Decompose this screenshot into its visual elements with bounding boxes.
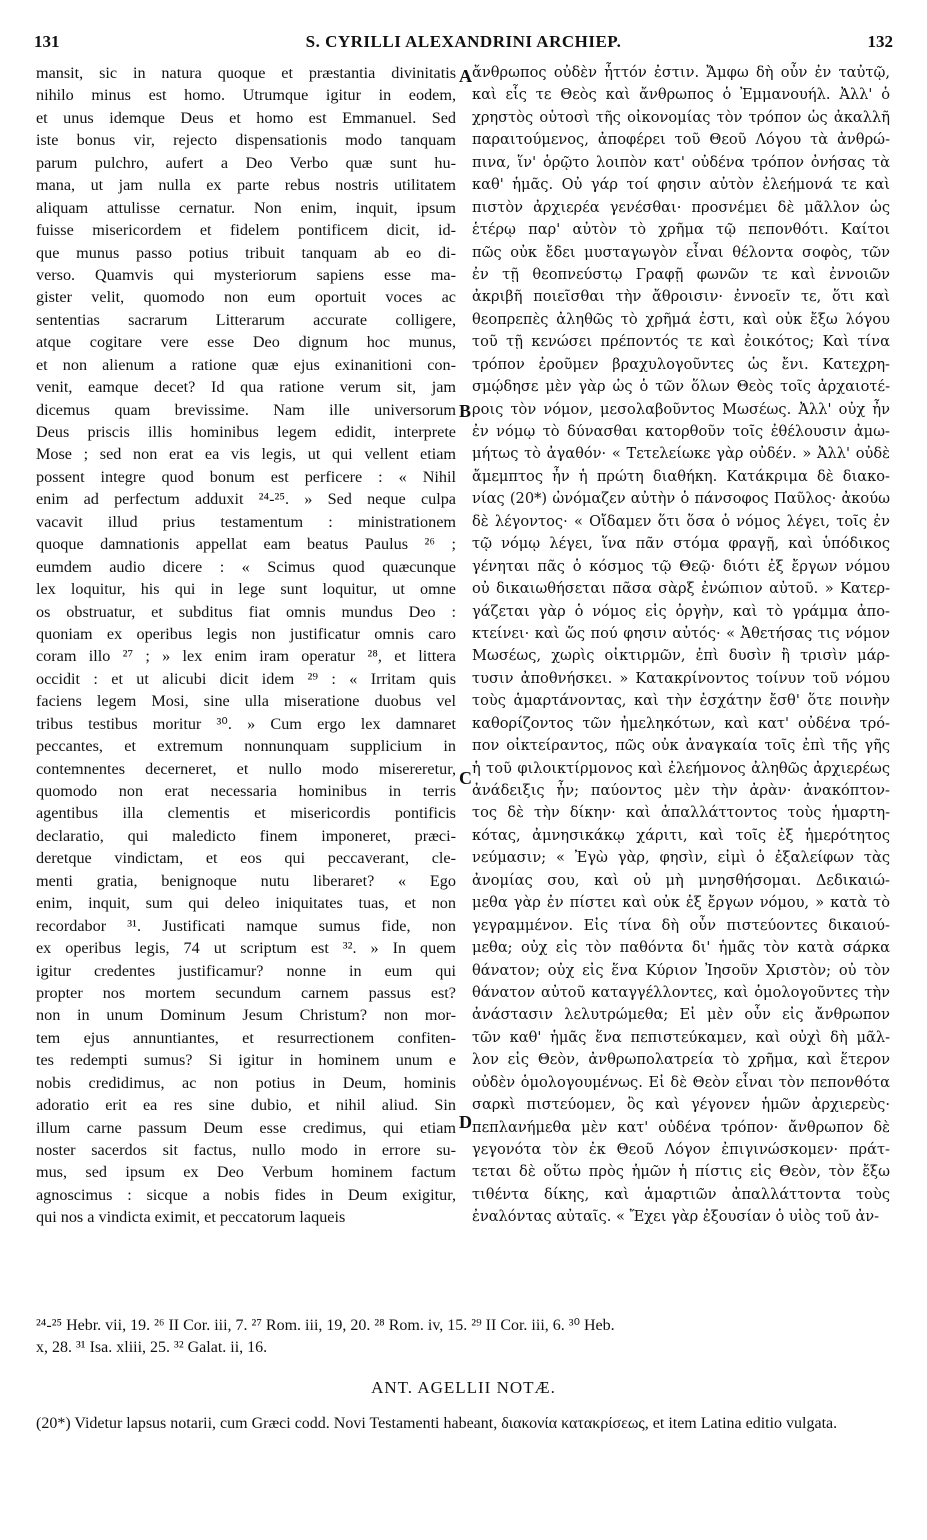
greek-text-line: τεται δὲ οὕτω πρὸς ἡμῶν ἡ πίστις εἰς Θεὸν, τὸν ἔξω [472,1163,890,1181]
footnotes [36,1315,891,1359]
greek-text-line: πιστὸν ἀρχιερέα γενέσθαι· προσνέμει δὲ μᾶλλον ὡς [472,198,890,216]
latin-text-line: lex loquitur, his qui in lege sunt loquitur, ut omne [36,580,456,599]
greek-text-line: νεύμασιν; « Ἐγὼ γὰρ, φησὶν, εἰμὶ ὁ ἐξαλείφων τὰς [472,849,890,867]
greek-text-line: ἑτέρῳ παρ' αὐτὸν τὸ χρῆμα τῷ πεπονθότι. Καίτοι [472,221,890,239]
latin-text-line: et unus idemque Deus et homo est Emmanuel. Sed [36,108,456,127]
greek-text-line: νίας (20*) ὠνόμαζεν αὐτὴν ὁ πάνσοφος Παῦλος· ἀκούω [472,490,890,508]
greek-text-line: καθορίζοντος τῶν ἠμεληκότων, καὶ κατ' οὐδένα τρό- [472,714,890,732]
latin-text-line: quoniam ex operibus legis non justificatur omnis caro [36,624,456,643]
greek-text-line: θάνατον αὐτοῦ καταγγέλλοντες, καὶ ὁμολογοῦντες τὴν [472,983,890,1001]
greek-text-line: καὶ εἷς τε Θεὸς καὶ ἄνθρωπος ὁ Ἐμμανουήλ. Ἀλλ' ὁ [472,86,890,104]
greek-text-line: μεθα γὰρ ἐν πίστει καὶ οὐκ ἐξ ἔργων νόμου, » κατὰ τὸ [472,894,890,912]
greek-text-line: τιθέντα δίκης, καὶ ἁμαρτιῶν ἀπαλλάττοντα τοὺς [472,1185,890,1203]
greek-text-line: πῶς οὐκ ἔδει μυσταγωγὸν εἶναι θέλοντα σοφὸς, τῶν [472,243,890,261]
latin-text-line: possent integre quod bonum est perficere : « Nihil [36,467,456,486]
latin-text-line: aliquam attulisse cernatur. Non enim, inquit, ipsum [36,198,456,217]
latin-text-line: enim ad perfectum adduxit ²⁴-²⁵. » Sed neque culpa [36,490,456,509]
latin-text-line: enim, inquit, sum qui deleo iniquitates tuas, et non [36,894,456,913]
latin-text-line: igitur credentes justificamur? nonne in eum qui [36,961,456,980]
left-page-number: 131 [34,32,60,51]
greek-text-line: τος δὲ τὴν δίκην· καὶ ἀπαλλάττοντος τοὺς ἡμαρτη- [472,804,890,822]
latin-text-line: mus, sed ipsum ex Deo Verbum hominem factum [36,1163,456,1182]
latin-text-line: atque cogitare vere esse Deo dignum hoc munus, [36,333,456,352]
latin-column [36,62,456,1229]
latin-text-line: propter nos mortem secundum carnem passus est? [36,983,456,1002]
latin-text-line: vacavit illud prius testamentum : ministrationem [36,512,456,531]
latin-text-line: agnoscimus : sicque a nobis fides in Deum exigitur, [36,1185,456,1204]
editor-note: (20*) Videtur lapsus notarii, cum Græci codd. Novi Testamenti habeant, διακονία κατακρίσεως, et item Latina editio vulgata. [36,1415,838,1432]
latin-text-line: occidit : et ut alicubi dicit idem ²⁹ : « Irritam quis [36,669,456,688]
greek-text-line: ἀνάδειξις ἦν; παύοντος μὲν τὴν ἀρὰν· ἀνακόπτον- [472,782,890,799]
latin-text-line: coram illo ²⁷ ; » lex enim iram operatur ²⁸, et littera [36,647,456,666]
latin-text-line: qui nos a vindicta eximit, et peccatorum laqueis [36,1208,346,1227]
greek-text-line: ἄνθρωπος οὐδὲν ἧττόν ἐστιν. Ἄμφω δὴ οὖν ἐν ταὐτῷ, [472,64,890,81]
latin-text-line: peccantes, et extremum nonnunquam supplicium in [36,737,456,756]
latin-text-line: dicemus quam brevissime. Nam ille universorum [36,400,456,419]
greek-text-line: ἐν νόμῳ τὸ δύνασθαι κατορθοῦν τοῖς ἐθέλουσιν ἀμω- [472,423,890,440]
latin-text-line: noster sacerdos sit factus, nullo modo in errore su- [36,1141,456,1159]
greek-text-line: γάζεται γὰρ ὁ νόμος εἰς ὀργὴν, καὶ τὸ γράμμα ἀπο- [472,602,890,620]
greek-text-line: ἀνάστασιν λελυτρώμεθα; Εἰ μὲν οὖν εἰς ἄνθρωπον [472,1006,890,1024]
latin-text-line: illum carne passum Deum esse credimus, qui etiam [36,1118,456,1137]
greek-text-line: θάνατον; οὐχ εἰς ἕνα Κύριον Ἰησοῦν Χριστὸν; οὐ τὸν [472,961,890,979]
latin-text-line: nobis credidimus, ac non potius in Deum, hominis [36,1073,456,1092]
latin-text-line: verso. Quamvis qui mysteriorum sapiens esse ma- [36,265,456,284]
latin-text-line: recordabor ³¹. Justificati namque sumus fide, non [36,916,456,935]
greek-text-line: δὲ λέγοντος· « Οἴδαμεν ὅτι ὅσα ὁ νόμος λέγει, τοῖς ἐν [472,512,890,530]
latin-text-line: menti gratia, benignoque nutu liberaret? « Ego [36,871,456,890]
latin-text-line: Deus priscis illis hominibus legem edidit, interprete [36,423,456,441]
latin-text-line: fuisse misericordem et fidelem pontificem dicit, id- [36,221,456,240]
greek-column [472,62,890,1229]
greek-text-line: τῶν καθ' ἡμᾶς ἕνα πεπιστεύκαμεν, καὶ οὐχὶ δὴ μᾶλ- [472,1028,890,1046]
latin-text-line: nihilo minus est homo. Utrumque igitur in eodem, [36,86,456,105]
greek-text-line: γεγραμμένον. Εἰς τίνα δὴ οὖν πιστεύοντες δικαιού- [472,916,890,934]
greek-text-line: σμῴδησε μὲν γὰρ ὡς ὁ τῶν ὅλων Θεὸς τοῖς ἀρχαιοτέ- [472,378,890,396]
greek-text-line: ροις τὸν νόμον, μεσολαβοῦντος Μωσέως. Ἀλλ' οὐχ ἦν [472,400,890,418]
greek-text-line: πον οἰκτείραντος, πῶς οὐκ ἀναγκαία τοῖς ἐπὶ τῆς γῆς [472,737,890,755]
greek-text-line: ἐν τῇ θεοπνεύστῳ Γραφῇ φωνῶν τε καὶ ἐννοιῶν [472,265,890,283]
greek-text-line: σαρκὶ πιστεύομεν, ὃς καὶ γέγονεν ἡμῶν ἀρχιερεὺς· [472,1096,890,1114]
greek-text-line: ἐναλόντας αὐταῖς. « Ἔχει γὰρ ἐξουσίαν ὁ υἱὸς τοῦ ἀν- [472,1208,880,1226]
greek-text-line: πινα, ἵν' ὁρῷτο λοιπὸν κατ' οὐδένα τρόπον ὀνήσας τὰ [472,153,890,171]
latin-text-line: non in unum Dominum Jesum Christum? non mor- [36,1006,456,1025]
greek-text-line: τοὺς ἁμαρτάνοντας, καὶ τὴν ἐσχάτην ἔσθ' ὅτε ποινὴν [472,692,890,710]
latin-text-line: parum pulchro, aufert a Deo Verbo quæ sunt hu- [36,153,456,172]
margin-marker-a: A [459,66,472,86]
latin-text-line: tribus testibus moritur ³⁰. » Cum ergo lex damnaret [36,714,456,733]
latin-text-line: faciens legem Mosi, sine ulla miseratione duobus vel [36,692,456,711]
greek-text-line: ἄμεμπτος ἦν ἡ πρώτη διαθήκη. Κατάκριμα δὲ διακο- [472,467,890,485]
greek-text-line: λον εἰς Θεὸν, ἀνθρωπολατρεία τὸ χρῆμα, καὶ ἕτερον [472,1051,890,1069]
latin-text-line: quoque damnationis appellat eam beatus Paulus ²⁶ ; [36,535,456,554]
greek-text-line: κότας, ἀμνησικάκῳ χάριτι, καὶ τοῖς ἐξ ἡμερότητος [472,826,890,844]
greek-text-line: γένηται πᾶς ὁ κόσμος τῷ Θεῷ· διότι ἐξ ἔργων νόμου [472,557,890,575]
latin-text-line: ex operibus legis, 74 ut scriptum est ³². » In quem [36,939,456,958]
latin-text-line: tes redempti sumus? Si igitur in hominem unum e [36,1051,456,1070]
latin-text-line: quomodo non erat necessaria hominibus in terris [36,782,456,800]
latin-text-line: agentibus illa clementis et misericordis pontificis [36,804,456,823]
greek-text-line: ἀκριβῆ ποιεῖσθαι τὴν ἄθροισιν· ἐννοεῖν τε, ὅτι καὶ [472,288,890,306]
greek-text-line: οὐδὲν ὁμολογουμένως. Εἰ δὲ Θεὸν εἶναι τὸν πεπονθότα [472,1073,890,1091]
latin-text-line: que munus passo potius tribuit tanquam ab eo di- [36,243,456,262]
greek-text-line: οὐ δικαιωθήσεται πᾶσα σὰρξ ἐνώπιον αὐτοῦ. » Κατερ- [472,580,890,598]
latin-text-line: declaratio, qui maledicto finem imponeret, præci- [36,826,456,845]
latin-text-line: mansit, sic in natura quoque et præstantia divinitatis [36,64,456,82]
latin-text-line: contemnentes decerneret, et nullo modo misereretur, [36,759,456,778]
greek-text-line: μήτως τὸ ἀγαθόν· « Τετελείωκε γὰρ οὐδέν. » Ἀλλ' οὐδὲ [472,445,890,463]
greek-text-line: τῷ νόμῳ λέγει, ἵνα πᾶν στόμα φραγῇ, καὶ ὑπόδικος [472,535,890,553]
latin-text-line: iste bonus vir, rejecto dispensationis modo tanquam [36,131,456,150]
latin-text-line: deretque vindictam, et eos qui peccaverant, cle- [36,849,456,868]
greek-text-line: χρηστὸς οὑτοσὶ τῆς οἰκονομίας τὸν τρόπον ὡς ἀκαλλῆ [472,108,890,126]
notes-heading: ANT. AGELLII NOTÆ. [371,1378,556,1397]
latin-text-line: Mose ; sed non erat ea vis legis, ut qui vellent etiam [36,445,456,464]
footnote-line-1: ²⁴-²⁵ Hebr. vii, 19. ²⁶ II Cor. iii, 7. ²⁷ Rom. iii, 19, 20. ²⁸ Rom. iv, 15. ²⁹ II Cor. iii, 6. ³⁰ Heb. [36,1317,615,1334]
greek-text-line: θεοπρεπὲς ἀληθῶς τὸ χρῆμά ἐστι, καὶ οὐκ ἔξω λόγου [472,310,890,328]
latin-text-line: venit, eamque decet? Id qua ratione verum sit, jam [36,378,456,397]
margin-marker-c: C [459,768,472,788]
latin-text-line: gister velit, quomodo non eum oportuit voces ac [36,288,456,307]
greek-text-line: καθ' ἡμᾶς. Οὐ γάρ τοί φησιν αὐτὸν ἐλεήμονά τε καὶ [472,176,890,194]
greek-text-line: ἡ τοῦ φιλοικτίρμονος καὶ ἐλεήμονος ἀληθῶς ἀρχιερέως [472,759,890,777]
footnote-line-2: x, 28. ³¹ Isa. xliii, 25. ³² Galat. ii, 16. [36,1339,268,1356]
greek-text-line: Μωσέως, χωρὶς οἰκτιρμῶν, ἐπὶ δυσὶν ἢ τρισὶν μάρ- [472,647,890,665]
greek-text-line: τρόπον ἐροῦμεν βραχυλογοῦντες ὡς ἔνι. Κατεχρη- [472,355,890,373]
latin-text-line: eumdem audio dicere : « Scimus quod quæcunque [36,557,456,576]
right-page-number: 132 [867,32,893,51]
greek-text-line: τοῦ τῇ κενώσει πρέποντός τε καὶ ἐοικότος; Καὶ τίνα [472,333,890,351]
latin-text-line: et non alienum a ratione quæ ejus exinanitioni con- [36,355,456,374]
latin-text-line: tem ejus annuntiantes, et resurrectionem confiten- [36,1028,456,1047]
latin-text-line: sententias sacrarum Litterarum accurate colligere, [36,310,456,329]
greek-text-line: ἀνομίας σου, καὶ οὐ μὴ μνησθήσομαι. Δεδικαιώ- [472,871,890,889]
margin-marker-d: D [459,1112,472,1132]
greek-text-line: γεγονότα τὸν ἐκ Θεοῦ Λόγον ἐπιγινώσκομεν· πράτ- [472,1141,890,1158]
greek-text-line: τυσιν ἀποθνήσκει. » Κατακρίνοντος τοίνυν τοῦ νόμου [472,669,890,687]
latin-text-line: adoratio erit ea res sine dubio, et nihil aliud. Sin [36,1096,456,1115]
margin-marker-b: B [459,401,472,421]
greek-text-line: παραιτούμενος, ἀποφέρει τοῦ Θεοῦ Λόγου τὰ ἀνθρώ- [472,131,890,149]
latin-text-line: mana, ut jam nulla ex parte rebus nostris utilitatem [36,176,456,195]
page-header [34,32,893,58]
latin-text-line: os obstruatur, et subditus fiat omnis mundus Deo : [36,602,456,621]
greek-text-line: πεπλανήμεθα μὲν κατ' οὐδένα τρόπον· ἄνθρωπον δὲ [472,1118,890,1136]
running-title: S. CYRILLI ALEXANDRINI ARCHIEP. [305,32,622,51]
greek-text-line: μεθα; οὐχ εἰς τὸν παθόντα δι' ἡμᾶς τὸν κατὰ σάρκα [472,939,890,957]
greek-text-line: κτείνει· καὶ ὥς πού φησιν αὐτός· « Ἀθετήσας τις νόμον [472,624,890,642]
